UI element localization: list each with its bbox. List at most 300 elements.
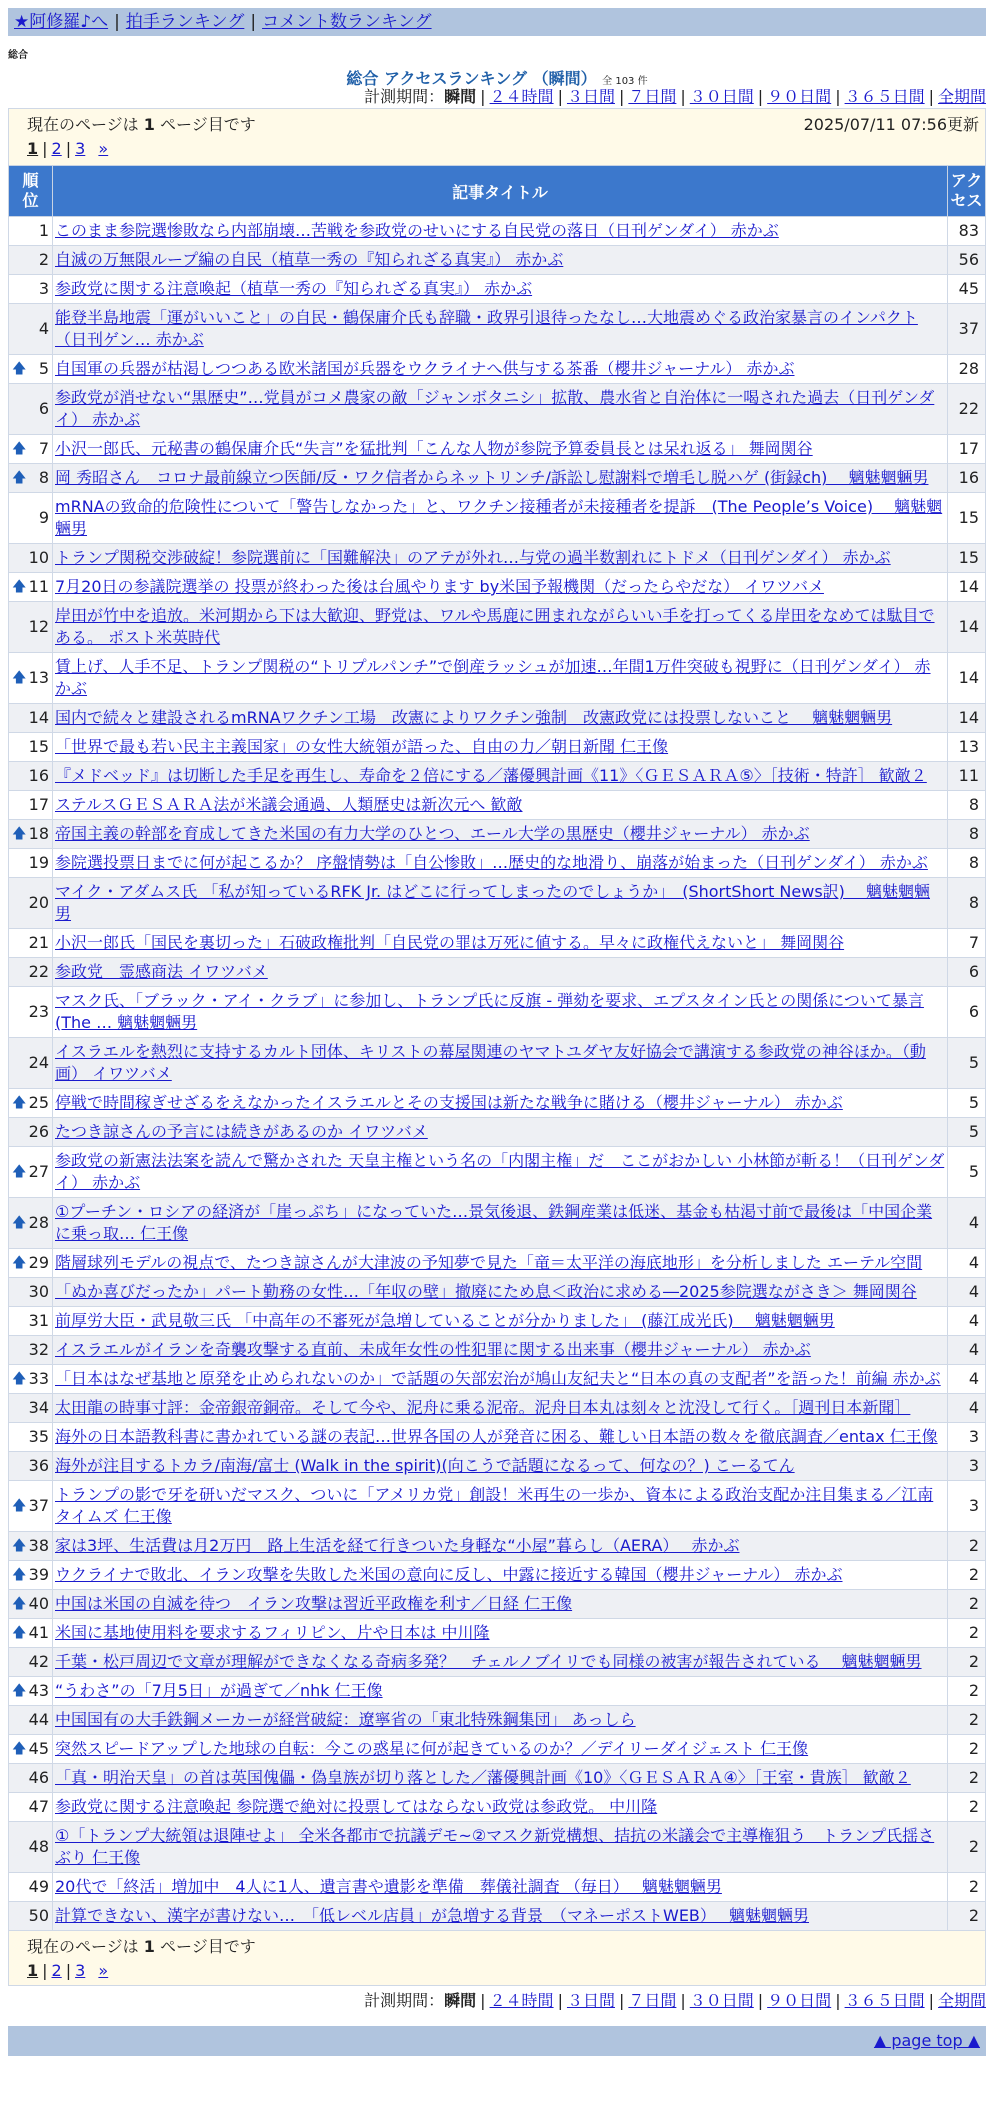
access-count: 8: [948, 791, 986, 820]
applause-ranking-link[interactable]: 拍手ランキング: [125, 12, 245, 32]
period-link[interactable]: ２４時間: [489, 1991, 554, 2010]
access-count: 14: [948, 653, 986, 704]
table-row: [9, 791, 986, 820]
rank-cell: [9, 275, 53, 304]
rank-cell: [9, 1038, 53, 1089]
rank-cell: [9, 1249, 53, 1278]
up-arrow-icon: 🡅: [12, 1567, 27, 1583]
access-count: 14: [948, 602, 986, 653]
rank-number: 30: [28, 1282, 49, 1301]
article-link[interactable]: 米国に基地使用料を要求するフィリピン、片や日本は 中川隆: [55, 1623, 490, 1642]
pager-separator: [85, 1961, 98, 1980]
access-count: 5: [948, 1118, 986, 1147]
rank-number: 19: [28, 853, 49, 872]
header-title: 記事タイトル: [53, 166, 948, 217]
access-count: 2: [948, 1590, 986, 1619]
access-count: 6: [948, 958, 986, 987]
ranking-title: 総合 アクセスランキング （瞬間）: [346, 69, 597, 88]
rank-cell: [9, 384, 53, 435]
access-count: 2: [948, 1735, 986, 1764]
pager-link[interactable]: 2: [51, 139, 62, 158]
title-cell: [53, 1735, 948, 1764]
period-current: 瞬間: [444, 1991, 477, 2010]
table-row: [9, 1394, 986, 1423]
access-count: 56: [948, 246, 986, 275]
article-link[interactable]: “うわさ”の「7月5日」が過ぎて／nhk 仁王像: [55, 1681, 383, 1700]
rank-cell: [9, 1873, 53, 1902]
rank-cell: [9, 1365, 53, 1394]
rank-cell: [9, 1902, 53, 1931]
access-count: 6: [948, 987, 986, 1038]
article-link[interactable]: 千葉・松戸周辺で文章が理解ができなくなる奇病多発？ チェルノブイリでも同様の被害が報告されている 魑魅魍魎男: [55, 1652, 922, 1671]
rank-number: 21: [28, 933, 49, 952]
title-cell: [53, 355, 948, 384]
rank-number: 38: [28, 1536, 49, 1555]
access-count: 5: [948, 1038, 986, 1089]
title-cell: [53, 1452, 948, 1481]
access-count: 22: [948, 384, 986, 435]
period-link[interactable]: ９０日間: [767, 1991, 832, 2010]
table-row: [9, 1249, 986, 1278]
table-header-row: [9, 166, 986, 217]
access-count: 7: [948, 929, 986, 958]
title-cell: [53, 435, 948, 464]
access-count: 2: [948, 1561, 986, 1590]
rank-cell: [9, 464, 53, 493]
rank-number: 12: [28, 617, 49, 636]
article-link[interactable]: 賃上げ、人手不足、トランプ関税の“トリプルパンチ”で倒産ラッシュが加速…年間1万件突破も視野に（日刊ゲンダイ） 赤かぶ: [55, 657, 931, 698]
rank-number: 35: [28, 1427, 49, 1446]
period-separator: |: [480, 87, 486, 106]
period-link[interactable]: ３６５日間: [844, 1991, 925, 2010]
table-row: [9, 464, 986, 493]
period-link[interactable]: 全期間: [937, 1991, 986, 2010]
table-row: [9, 217, 986, 246]
nav-separator: |: [114, 12, 120, 32]
title-cell: [53, 929, 948, 958]
rank-number: 31: [28, 1311, 49, 1330]
table-row: [9, 1873, 986, 1902]
title-cell: [53, 544, 948, 573]
title-cell: [53, 1648, 948, 1677]
rank-cell: [9, 1423, 53, 1452]
article-link[interactable]: 小沢一郎氏「国民を裏切った」石破政権批判「自民党の罪は万死に値する。早々に政権代えないと」 舞岡関谷: [55, 933, 845, 952]
article-link[interactable]: 海外が注目するトカラ/南海/富士 (Walk in the spirit)(向こうで話題になるって、何なの？) こーるてん: [55, 1456, 795, 1475]
access-count: 28: [948, 355, 986, 384]
period-separator: |: [835, 1991, 841, 2010]
table-row: [9, 653, 986, 704]
article-link[interactable]: 岡 秀昭さん コロナ最前線立つ医師/反・ワク信者からネットリンチ/訴訟し慰謝料で増毛し脱ハゲ (街録ch) 魑魅魍魎男: [55, 468, 929, 487]
access-count: 2: [948, 1677, 986, 1706]
period-link[interactable]: ３６５日間: [844, 87, 925, 106]
rank-number: 14: [28, 708, 49, 727]
pager-next-link[interactable]: »: [98, 1961, 109, 1980]
rank-cell: [9, 849, 53, 878]
rank-number: 22: [28, 962, 49, 981]
table-row: [9, 384, 986, 435]
period-link[interactable]: ３０日間: [689, 1991, 754, 2010]
page-info-prefix: 現在のページは: [27, 115, 139, 134]
pager-current: 1: [27, 139, 39, 158]
pager-link[interactable]: 3: [75, 1961, 86, 1980]
access-count: 14: [948, 573, 986, 602]
rank-number: 43: [28, 1681, 49, 1700]
table-row: [9, 246, 986, 275]
title-cell: [53, 1822, 948, 1873]
article-link[interactable]: 7月20日の参議院選挙の 投票が終わった後は台風やります by米国予報機関（だったらやだな） イワツバメ: [55, 577, 824, 596]
rank-number: 36: [28, 1456, 49, 1475]
ranking-title-row: [8, 66, 986, 86]
pager-bottom: [27, 1961, 967, 1980]
article-link[interactable]: 参院選投票日までに何が起こるか？ 序盤情勢は「自公惨敗」…歴史的な地滑り、崩落が始まった（日刊ゲンダイ） 赤かぶ: [55, 853, 928, 872]
rank-number: 45: [28, 1739, 49, 1758]
rank-number: 2: [38, 250, 49, 269]
rank-number: 47: [28, 1797, 49, 1816]
access-count: 37: [948, 304, 986, 355]
article-link[interactable]: 前厚労大臣・武見敬三氏 「中高年の不審死が急増していることが分かりました」 (藤江成光氏) 魑魅魍魎男: [55, 1311, 835, 1330]
access-count: 5: [948, 1089, 986, 1118]
rank-number: 41: [28, 1623, 49, 1642]
article-link[interactable]: 中国国有の大手鉄鋼メーカーが経営破綻：遼寧省の「東北特殊鋼集団」 あっしら: [55, 1710, 636, 1729]
article-link[interactable]: 20代で「終活」増加中 4人に1人、遺言書や遺影を準備 葬儀社調査 （毎日） 魑魅魍魎男: [55, 1877, 722, 1896]
rank-cell: [9, 1118, 53, 1147]
article-link[interactable]: 突然スピードアップした地球の自転：今この惑星に何が起きているのか？／デイリーダイジェスト 仁王像: [55, 1739, 809, 1758]
rank-number: 11: [28, 577, 49, 596]
period-label: 計測期間：: [364, 1991, 445, 2010]
rank-number: 26: [28, 1122, 49, 1141]
access-count: 3: [948, 1423, 986, 1452]
access-count: 8: [948, 878, 986, 929]
rank-number: 50: [28, 1906, 49, 1925]
up-arrow-icon: 🡅: [12, 1683, 27, 1699]
rank-cell: [9, 704, 53, 733]
table-row: [9, 1706, 986, 1735]
rank-number: 1: [38, 221, 49, 240]
up-arrow-icon: 🡅: [12, 1164, 27, 1180]
table-row: [9, 987, 986, 1038]
rank-number: 17: [28, 795, 49, 814]
rank-cell: [9, 1706, 53, 1735]
up-arrow-icon: 🡅: [12, 1741, 27, 1757]
article-link[interactable]: トランプ関税交渉破綻！参院選前に「国難解決」のアテが外れ…与党の過半数割れにトドメ（日刊ゲンダイ） 赤かぶ: [55, 548, 891, 567]
title-cell: [53, 820, 948, 849]
rank-number: 20: [28, 893, 49, 912]
title-cell: [53, 1365, 948, 1394]
title-cell: [53, 958, 948, 987]
up-arrow-icon: 🡅: [12, 1538, 27, 1554]
up-arrow-icon: 🡅: [12, 826, 27, 842]
access-count: 5: [948, 1147, 986, 1198]
table-row: [9, 1764, 986, 1793]
article-link[interactable]: トランプの影で牙を研いだマスク、ついに「アメリカ党」創設！米再生の一歩か、資本による政治支配か注目集まる／江南タイムズ 仁王像: [55, 1485, 934, 1526]
table-row: [9, 1038, 986, 1089]
header-rank: 順位: [9, 166, 53, 217]
table-row: [9, 1590, 986, 1619]
article-link[interactable]: 自国軍の兵器が枯渇しつつある欧米諸国が兵器をウクライナへ供与する茶番（櫻井ジャーナル） 赤かぶ: [55, 359, 795, 378]
title-cell: [53, 217, 948, 246]
title-cell: [53, 1706, 948, 1735]
access-count: 2: [948, 1764, 986, 1793]
page-info-suffix: ページ目です: [160, 115, 256, 134]
title-cell: [53, 1561, 948, 1590]
rank-number: 29: [28, 1253, 49, 1272]
rank-number: 5: [38, 359, 49, 378]
up-arrow-icon: 🡅: [12, 441, 27, 457]
access-count: 8: [948, 820, 986, 849]
table-row: [9, 1278, 986, 1307]
table-row: [9, 1147, 986, 1198]
article-link[interactable]: 停戦で時間稼ぎせざるをえなかったイスラエルとその支援国は新たな戦争に賭ける（櫻井ジャーナル） 赤かぶ: [55, 1093, 843, 1112]
article-link[interactable]: 計算できない、漢字が書けない… 「低レベル店員」が急増する背景 （マネーポストWEB） 魑魅魍魎男: [55, 1906, 809, 1925]
title-cell: [53, 573, 948, 602]
article-link[interactable]: 小沢一郎氏、元秘書の鶴保庸介氏“失言”を猛批判「こんな人物が参院予算委員長とは呆れ返る」 舞岡関谷: [55, 439, 813, 458]
article-link[interactable]: マスク氏、「ブラック・アイ・クラブ」に参加し、トランプ氏に反旗 - 弾劾を要求、エプスタイン氏との関係について暴言 (The … 魑魅魍魎男: [55, 991, 924, 1032]
title-cell: [53, 246, 948, 275]
period-label: 計測期間：: [364, 87, 445, 106]
access-count: 4: [948, 1278, 986, 1307]
access-count: 14: [948, 704, 986, 733]
title-cell: [53, 1038, 948, 1089]
title-cell: [53, 1423, 948, 1452]
header-access: アクセス: [948, 166, 986, 217]
access-count: 4: [948, 1394, 986, 1423]
period-link[interactable]: 全期間: [937, 87, 986, 106]
access-count: 11: [948, 762, 986, 791]
rank-cell: [9, 762, 53, 791]
article-link[interactable]: 「日本はなぜ基地と原発を止められないのか」で話題の矢部宏治が鳩山友紀夫と“日本の真の支配者”を語った！前編 赤かぶ: [55, 1369, 941, 1388]
table-row: [9, 733, 986, 762]
pager: [27, 139, 967, 158]
title-cell: [53, 987, 948, 1038]
rank-number: 49: [28, 1877, 49, 1896]
table-row: [9, 1619, 986, 1648]
article-link[interactable]: 海外の日本語教科書に書かれている謎の表記…世界各国の人が発音に困る、難しい日本語の数々を徹底調査／entax 仁王像: [55, 1427, 938, 1446]
access-count: 2: [948, 1648, 986, 1677]
title-cell: [53, 1619, 948, 1648]
table-row: [9, 1648, 986, 1677]
rank-number: 3: [38, 279, 49, 298]
table-row: [9, 1089, 986, 1118]
rank-number: 28: [28, 1213, 49, 1232]
period-link[interactable]: ３０日間: [689, 87, 754, 106]
article-link[interactable]: 参政党の新憲法法案を読んで驚かされた 天皇主権という名の「内閣主権」だ ここがおかしい 小林節が斬る！（日刊ゲンダイ） 赤かぶ: [55, 1151, 945, 1192]
article-link[interactable]: 「真・明治天皇」の首は英国傀儡・偽皇族が切り落とした／藩優興計画《10》〈ＧＥＳＡＲＡ④〉［王室・貴族］ 歓敵２: [55, 1768, 911, 1787]
period-link[interactable]: ７日間: [628, 1991, 677, 2010]
access-count: 4: [948, 1336, 986, 1365]
table-row: [9, 1735, 986, 1764]
pager-next-link[interactable]: »: [98, 139, 109, 158]
access-count: 3: [948, 1481, 986, 1532]
up-arrow-icon: 🡅: [12, 470, 27, 486]
period-current: 瞬間: [444, 87, 477, 106]
article-link[interactable]: 参政党が消せない“黒歴史”…党員がコメ農家の敵「ジャンボタニシ」拡散、農水省と自治体に一喝された過去（日刊ゲンダイ） 赤かぶ: [55, 388, 935, 429]
rank-cell: [9, 304, 53, 355]
access-count: 2: [948, 1873, 986, 1902]
rank-cell: [9, 1677, 53, 1706]
title-cell: [53, 1394, 948, 1423]
title-cell: [53, 1902, 948, 1931]
table-row: [9, 1532, 986, 1561]
pager-link[interactable]: 3: [75, 139, 86, 158]
rank-number: 6: [38, 399, 49, 418]
title-cell: [53, 653, 948, 704]
period-link[interactable]: ３日間: [566, 1991, 615, 2010]
article-link[interactable]: マイク・アダムス氏 「私が知っているRFK Jr. はどこに行ってしまったのでしょうか」 (ShortShort News訳) 魑魅魍魎男: [55, 882, 930, 923]
rank-number: 16: [28, 766, 49, 785]
title-cell: [53, 1198, 948, 1249]
pager-link[interactable]: 2: [51, 1961, 62, 1980]
title-cell: [53, 1481, 948, 1532]
article-link[interactable]: イスラエルを熱烈に支持するカルト団体、キリストの幕屋関連のヤマトユダヤ友好協会で講演する参政党の神谷ほか。（動画） イワツバメ: [55, 1042, 926, 1083]
article-link[interactable]: 中国は米国の自滅を待つ イラン攻撃は習近平政権を利す／日経 仁王像: [55, 1594, 573, 1613]
rank-cell: [9, 355, 53, 384]
ranking-table: [8, 165, 986, 1931]
period-separator: |: [557, 87, 563, 106]
article-link[interactable]: 『メドベッド』は切断した手足を再生し、寿命を２倍にする／藩優興計画《11》〈ＧＥＳＡＲＡ⑤〉［技術・特許］ 歓敵２: [55, 766, 927, 785]
access-count: 8: [948, 849, 986, 878]
access-count: 2: [948, 1793, 986, 1822]
period-link[interactable]: ３日間: [566, 87, 615, 106]
title-cell: [53, 1793, 948, 1822]
up-arrow-icon: 🡅: [12, 1498, 27, 1514]
article-link[interactable]: 参政党 霊感商法 イワツバメ: [55, 962, 268, 981]
rank-number: 8: [38, 468, 49, 487]
article-link[interactable]: ①「トランプ大統領は退陣せよ」 全米各都市で抗議デモ~②マスク新党構想、拮抗の米議会で主導権狙う トランプ氏揺さぶり 仁王像: [55, 1826, 935, 1867]
article-link[interactable]: イスラエルがイランを奇襲攻撃する直前、未成年女性の性犯罪に関する出来事（櫻井ジャーナル） 赤かぶ: [55, 1340, 811, 1359]
title-cell: [53, 733, 948, 762]
article-link[interactable]: 参政党に関する注意喚起（植草一秀の『知られざる真実』） 赤かぶ: [55, 279, 533, 298]
period-separator: |: [557, 1991, 563, 2010]
rank-number: 39: [28, 1565, 49, 1584]
article-link[interactable]: 家は3坪、生活費は月2万円 路上生活を経て行きついた身軽な“小屋”暮らし（AERA） 赤かぶ: [55, 1536, 740, 1555]
rank-cell: [9, 987, 53, 1038]
rank-number: 15: [28, 737, 49, 756]
table-row: [9, 1561, 986, 1590]
rank-cell: [9, 435, 53, 464]
title-cell: [53, 1307, 948, 1336]
period-link[interactable]: ７日間: [628, 87, 677, 106]
page-info-current: 1: [143, 1937, 155, 1956]
rank-number: 10: [28, 548, 49, 567]
rank-number: 46: [28, 1768, 49, 1787]
table-row: [9, 958, 986, 987]
article-link[interactable]: mRNAの致命的危険性について「警告しなかった」と、ワクチン接種者が未接種者を提訴 (The People’s Voice) 魑魅魍魎男: [55, 497, 943, 538]
article-link[interactable]: 岸田が竹中を追放。米河期から下は大歓迎、野党は、ワルや馬鹿に囲まれながらいい手を打ってくる岸田をなめては駄目である。 ポスト米英時代: [55, 606, 935, 647]
title-cell: [53, 791, 948, 820]
rank-cell: [9, 653, 53, 704]
rank-cell: [9, 217, 53, 246]
page-info-box: [8, 108, 986, 165]
top-nav-bar: [8, 8, 986, 36]
article-link[interactable]: ①プーチン・ロシアの経済が「崖っぷち」になっていた…景気後退、鉄鋼産業は低迷、基金も枯渇寸前で最後は「中国企業に乗っ取… 仁王像: [55, 1202, 933, 1243]
period-separator: |: [618, 1991, 625, 2010]
title-cell: [53, 384, 948, 435]
rank-number: 34: [28, 1398, 49, 1417]
table-row: [9, 1481, 986, 1532]
table-row: [9, 1452, 986, 1481]
access-count: 16: [948, 464, 986, 493]
period-separator: |: [618, 87, 625, 106]
page-top-link[interactable]: ▲ page top ▲: [873, 2031, 980, 2050]
article-link[interactable]: ステルスＧＥＳＡＲＡ法が米議会通過、人類歴史は新次元へ 歓敵: [55, 795, 523, 814]
period-selector-bottom: [8, 1990, 986, 2012]
article-link[interactable]: 帝国主義の幹部を育成してきた米国の有力大学のひとつ、エール大学の黒歴史（櫻井ジャーナル） 赤かぶ: [55, 824, 810, 843]
rank-cell: [9, 573, 53, 602]
rank-cell: [9, 1452, 53, 1481]
table-row: [9, 544, 986, 573]
article-link[interactable]: 自滅の万無限ループ編の自民（植草一秀の『知られざる真実』） 赤かぶ: [55, 250, 564, 269]
rank-cell: [9, 1793, 53, 1822]
rank-number: 44: [28, 1710, 49, 1729]
period-separator: |: [480, 1991, 486, 2010]
rank-cell: [9, 493, 53, 544]
rank-cell: [9, 1532, 53, 1561]
period-link[interactable]: ９０日間: [767, 87, 832, 106]
up-arrow-icon: 🡅: [12, 579, 27, 595]
table-row: [9, 878, 986, 929]
article-link[interactable]: このまま参院選惨敗なら内部崩壊…苦戦を参政党のせいにする自民党の落日（日刊ゲンダイ） 赤かぶ: [55, 221, 779, 240]
rank-number: 42: [28, 1652, 49, 1671]
pager-separator: |: [65, 1961, 72, 1980]
bottom-page-info-box: [8, 1931, 986, 1986]
article-link[interactable]: 階層球列モデルの視点で、たつき諒さんが大津波の予知夢で見た「竜＝太平洋の海底地形」を分析しました エーテル空間: [55, 1253, 923, 1272]
home-link[interactable]: ★阿修羅♪へ: [14, 12, 109, 32]
up-arrow-icon: 🡅: [12, 1095, 27, 1111]
footer-bar: [8, 2026, 986, 2056]
article-link[interactable]: 太田龍の時事寸評：金帝銀帝銅帝。そして今や、泥舟に乗る泥帝。泥舟日本丸は刻々と沈没して行く。［週刊日本新聞］: [55, 1398, 911, 1417]
article-link[interactable]: 「世界で最も若い民主主義国家」の女性大統領が語った、自由の力／朝日新聞 仁王像: [55, 737, 669, 756]
access-count: 15: [948, 544, 986, 573]
article-link[interactable]: 「ぬか喜びだったか」パート勤務の女性…「年収の壁」撤廃にため息＜政治に求める―2025参院選ながさき＞ 舞岡関谷: [55, 1282, 917, 1301]
title-cell: [53, 762, 948, 791]
title-cell: [53, 602, 948, 653]
title-cell: [53, 493, 948, 544]
title-cell: [53, 464, 948, 493]
period-separator: |: [928, 1991, 934, 2010]
period-link[interactable]: ２４時間: [489, 87, 554, 106]
table-row: [9, 1677, 986, 1706]
rank-cell: [9, 878, 53, 929]
article-link[interactable]: たつき諒さんの予言には続きがあるのか イワツバメ: [55, 1122, 428, 1141]
period-separator: |: [680, 87, 686, 106]
rank-number: 40: [28, 1594, 49, 1613]
title-cell: [53, 1336, 948, 1365]
rank-cell: [9, 1590, 53, 1619]
up-arrow-icon: 🡅: [12, 361, 27, 377]
rank-cell: [9, 1278, 53, 1307]
rank-number: 7: [38, 439, 49, 458]
article-link[interactable]: ウクライナで敗北、イラン攻撃を失敗した米国の意向に反し、中露に接近する韓国（櫻井ジャーナル） 赤かぶ: [55, 1565, 843, 1584]
page-info-prefix: 現在のページは: [27, 1937, 139, 1956]
pager-separator: |: [42, 139, 48, 158]
title-cell: [53, 704, 948, 733]
table-row: [9, 493, 986, 544]
pager-current: 1: [27, 1961, 39, 1980]
access-count: 4: [948, 1365, 986, 1394]
table-row: [9, 820, 986, 849]
period-selector: [8, 86, 986, 108]
article-link[interactable]: 国内で続々と建設されるmRNAワクチン工場 改憲によりワクチン強制 改憲政党には投票しないこと 魑魅魍魎男: [55, 708, 893, 727]
title-cell: [53, 849, 948, 878]
up-arrow-icon: 🡅: [12, 1255, 27, 1271]
article-link[interactable]: 参政党に関する注意喚起 参院選で絶対に投票してはならない政党は参政党。 中川隆: [55, 1797, 658, 1816]
comment-ranking-link[interactable]: コメント数ランキング: [262, 12, 432, 32]
rank-number: 32: [28, 1340, 49, 1359]
article-link[interactable]: 能登半島地震「運がいいこと」の自民・鶴保庸介氏も辞職・政界引退待ったなし…大地震めぐる政治家暴言のインパクト（日刊ゲン… 赤かぶ: [55, 308, 918, 349]
rank-cell: [9, 820, 53, 849]
table-row: [9, 355, 986, 384]
access-count: 17: [948, 435, 986, 464]
